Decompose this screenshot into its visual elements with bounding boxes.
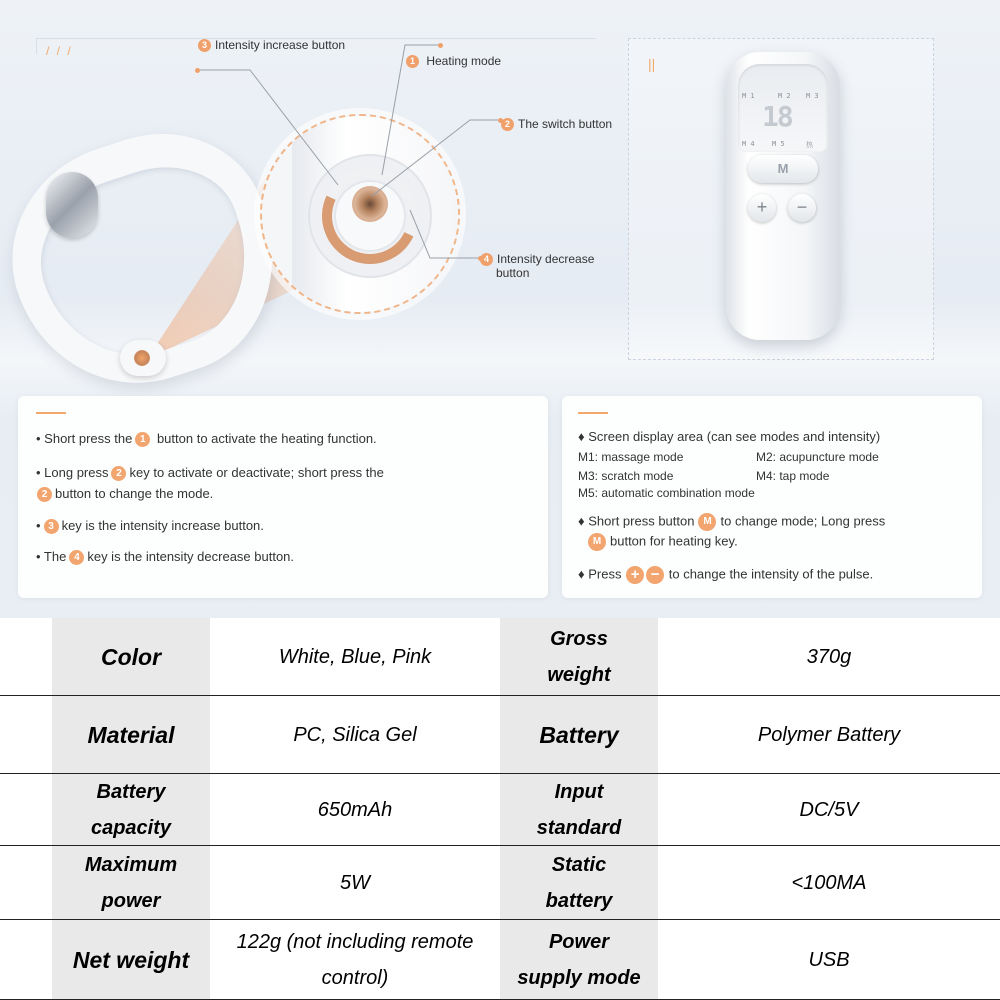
spec-text-line: Color (100, 643, 162, 670)
spec-text-line: battery (545, 889, 613, 912)
press-instruction: ♦ Press + − to change the intensity of the pulse. (578, 566, 874, 583)
mode-m3: M3: scratch mode (578, 469, 674, 483)
spec-label (500, 774, 658, 845)
spec-text-line: <100MA (791, 871, 867, 894)
spec-label (52, 696, 210, 773)
spec-text-line: Gross (550, 627, 608, 650)
spec-value (210, 696, 500, 773)
instruction-line-2b: 2 button to change the mode. (34, 486, 213, 502)
spec-row (0, 618, 1000, 696)
number-badge: 3 (198, 39, 211, 52)
callout-intensity-decrease: 4 Intensity decrease button (480, 252, 594, 280)
spec-text-line: PC, Silica Gel (293, 723, 417, 746)
spec-text-line: Maximum (84, 853, 178, 876)
decorative-ticks: / / / (46, 44, 73, 58)
spec-text-line: 5W (340, 871, 370, 894)
instruction-line-3: • 3 key is the intensity increase button. (36, 518, 264, 533)
remote-plus-button: + (748, 194, 776, 222)
spec-text-line: power (101, 889, 161, 912)
spec-label (500, 618, 658, 695)
plus-icon: + (626, 566, 644, 584)
spec-row (0, 846, 1000, 920)
spec-value (658, 696, 1000, 773)
mode-m1: M1: massage mode (578, 450, 684, 464)
spec-row (0, 774, 1000, 846)
callout-switch-button: 2 The switch button (501, 117, 612, 131)
callout-heating-mode: 1 Heating mode (406, 54, 501, 68)
instruction-line-2: • Long press 2 key to activate or deactivate; short press the (36, 465, 384, 480)
spec-text-line: Battery (96, 780, 166, 803)
remote-mode-button: M (748, 155, 818, 183)
mode-m5: M5: automatic combination mode (578, 486, 755, 500)
callout-intensity-increase: 3 Intensity increase button (198, 38, 345, 52)
mode-m2: M2: acupuncture mode (756, 450, 879, 464)
minus-icon: − (646, 566, 664, 584)
spec-row (0, 696, 1000, 774)
number-badge: 2 (501, 118, 514, 131)
spec-text-line: capacity (90, 816, 172, 839)
mode-m4: M4: tap mode (756, 469, 830, 483)
spec-text-line: standard (536, 816, 622, 839)
spec-text-line: control) (321, 966, 389, 989)
spec-value (210, 846, 500, 919)
spec-text-line: weight (547, 663, 611, 686)
number-badge: 2 (111, 466, 126, 481)
spec-value (210, 774, 500, 845)
spec-label (500, 920, 658, 999)
product-hero: / / / 3 Intensity increase button 1 Heating mode 2 The switch button 4 Intensity decrease button || M 1 M 3 M 4 M 5 热 M 2 18 M + − • Short press the 1 button to activate the heating function. • Long press 2 key to activate or deactivate; short press the 2 button to change the mode. • 3 key is the intensity increase button. • The 4 key is the intensity decrease button. ♦ Screen display area (can see modes and intensity) M1: massage mode M2: acupuncture mode M3: scratch mode M4: tap mode M5: automatic combination mode ♦ Short press button M to change mode; Long press M button for heating key. ♦ Press + − to change the intensity of the pulse. (0, 0, 1000, 618)
screen-display-heading: ♦ Screen display area (can see modes and intensity) (578, 429, 881, 444)
instruction-line-4: • The 4 key is the intensity decrease button. (36, 549, 295, 564)
spec-text-line: Input (554, 780, 604, 803)
decorative-ticks: || (648, 56, 656, 72)
spec-text-line: Net weight (72, 946, 190, 973)
spec-text-line: USB (808, 948, 850, 971)
remote-minus-button: − (788, 194, 816, 222)
number-badge: 1 (135, 432, 150, 447)
number-badge: 4 (480, 253, 493, 266)
spec-row (0, 920, 1000, 1000)
number-badge: 3 (44, 519, 59, 534)
m-badge: M (588, 533, 606, 551)
spec-text-line: DC/5V (799, 798, 859, 821)
spec-text-line: Static (551, 853, 607, 876)
spec-label (52, 846, 210, 919)
spec-label (52, 774, 210, 845)
short-press-instruction-b: M button for heating key. (584, 533, 738, 551)
spec-value (210, 920, 500, 999)
spec-text-line: Material (87, 721, 175, 748)
spec-text-line: 122g (not including remote (236, 930, 474, 953)
spec-value (658, 920, 1000, 999)
spec-text-line: Battery (539, 721, 619, 748)
m-badge: M (698, 513, 716, 531)
spec-value (658, 618, 1000, 695)
spec-value (658, 774, 1000, 845)
spec-value (210, 618, 500, 695)
spec-text-line: Polymer Battery (757, 723, 901, 746)
spec-label (500, 846, 658, 919)
number-badge: 2 (37, 487, 52, 502)
spec-text-line: 650mAh (317, 798, 393, 821)
spec-text-line: Power (548, 930, 609, 953)
spec-label (52, 920, 210, 999)
specification-table (0, 618, 1000, 1000)
number-badge: 1 (406, 55, 419, 68)
spec-label (52, 618, 210, 695)
instruction-line-1: • Short press the 1 button to activate the heating function. (36, 431, 377, 446)
spec-text-line: 370g (806, 645, 852, 668)
number-badge: 4 (69, 550, 84, 565)
short-press-instruction: ♦ Short press button M to change mode; Long press (578, 513, 885, 531)
spec-value (658, 846, 1000, 919)
spec-text-line: supply mode (517, 966, 641, 989)
remote-digit-display: 18 (762, 100, 792, 133)
spec-label (500, 696, 658, 773)
spec-text-line: White, Blue, Pink (278, 645, 432, 668)
